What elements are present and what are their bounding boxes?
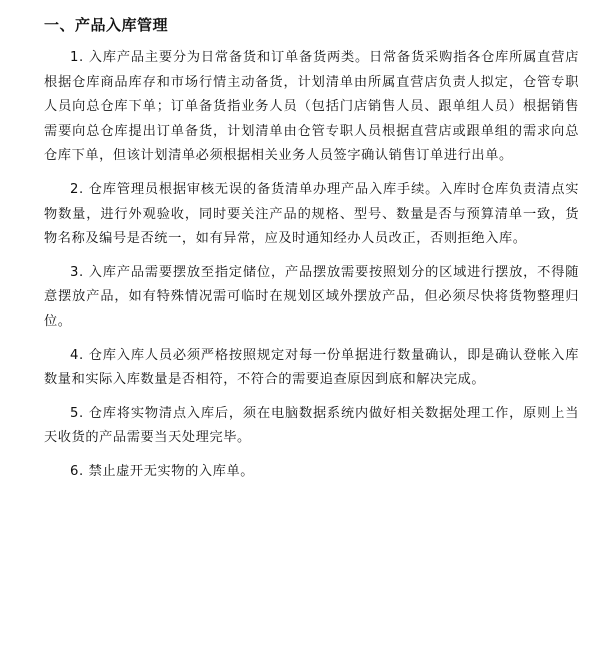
paragraph-2: 2. 仓库管理员根据审核无误的备货清单办理产品入库手续。入库时仓库负责清点实物数量，进行外观验收，同时要关注产品的规格、型号、数量是否与预算清单一致，货物名称及编号是否统一，如有异常，应及时通知经办人员改正，否则拒绝入库。 [44, 181, 579, 247]
section-heading: 一、产品入库管理 [44, 16, 169, 34]
paragraph-4: 4. 仓库入库人员必须严格按照规定对每一份单据进行数量确认，即是确认登帐入库数量和实际入库数量是否相符，不符合的需要追查原因到底和解决完成。 [44, 347, 579, 388]
paragraph-1: 1. 入库产品主要分为日常备货和订单备货两类。日常备货采购指各仓库所属直营店根据仓库商品库存和市场行情主动备货，计划清单由所属直营店负责人拟定，仓管专职人员向总仓库下单；订单备货指业务人员（包括门店销售人员、跟单组人员）根据销售需要向总仓库提出订单备货，计划清单由仓管专职人员根据直营店或跟单组的需求向总仓库下单，但该计划清单必须根据相关业务人员签字确认销售订单进行出单。 [44, 50, 579, 164]
paragraph-3: 3. 入库产品需要摆放至指定储位，产品摆放需要按照划分的区域进行摆放，不得随意摆放产品，如有特殊情况需可临时在规划区域外摆放产品，但必须尽快将货物整理归位。 [44, 264, 579, 329]
paragraph-5: 5. 仓库将实物清点入库后，须在电脑数据系统内做好相关数据处理工作，原则上当天收货的产品需要当天处理完毕。 [44, 405, 579, 446]
paragraph-6: 6. 禁止虚开无实物的入库单。 [70, 463, 255, 479]
